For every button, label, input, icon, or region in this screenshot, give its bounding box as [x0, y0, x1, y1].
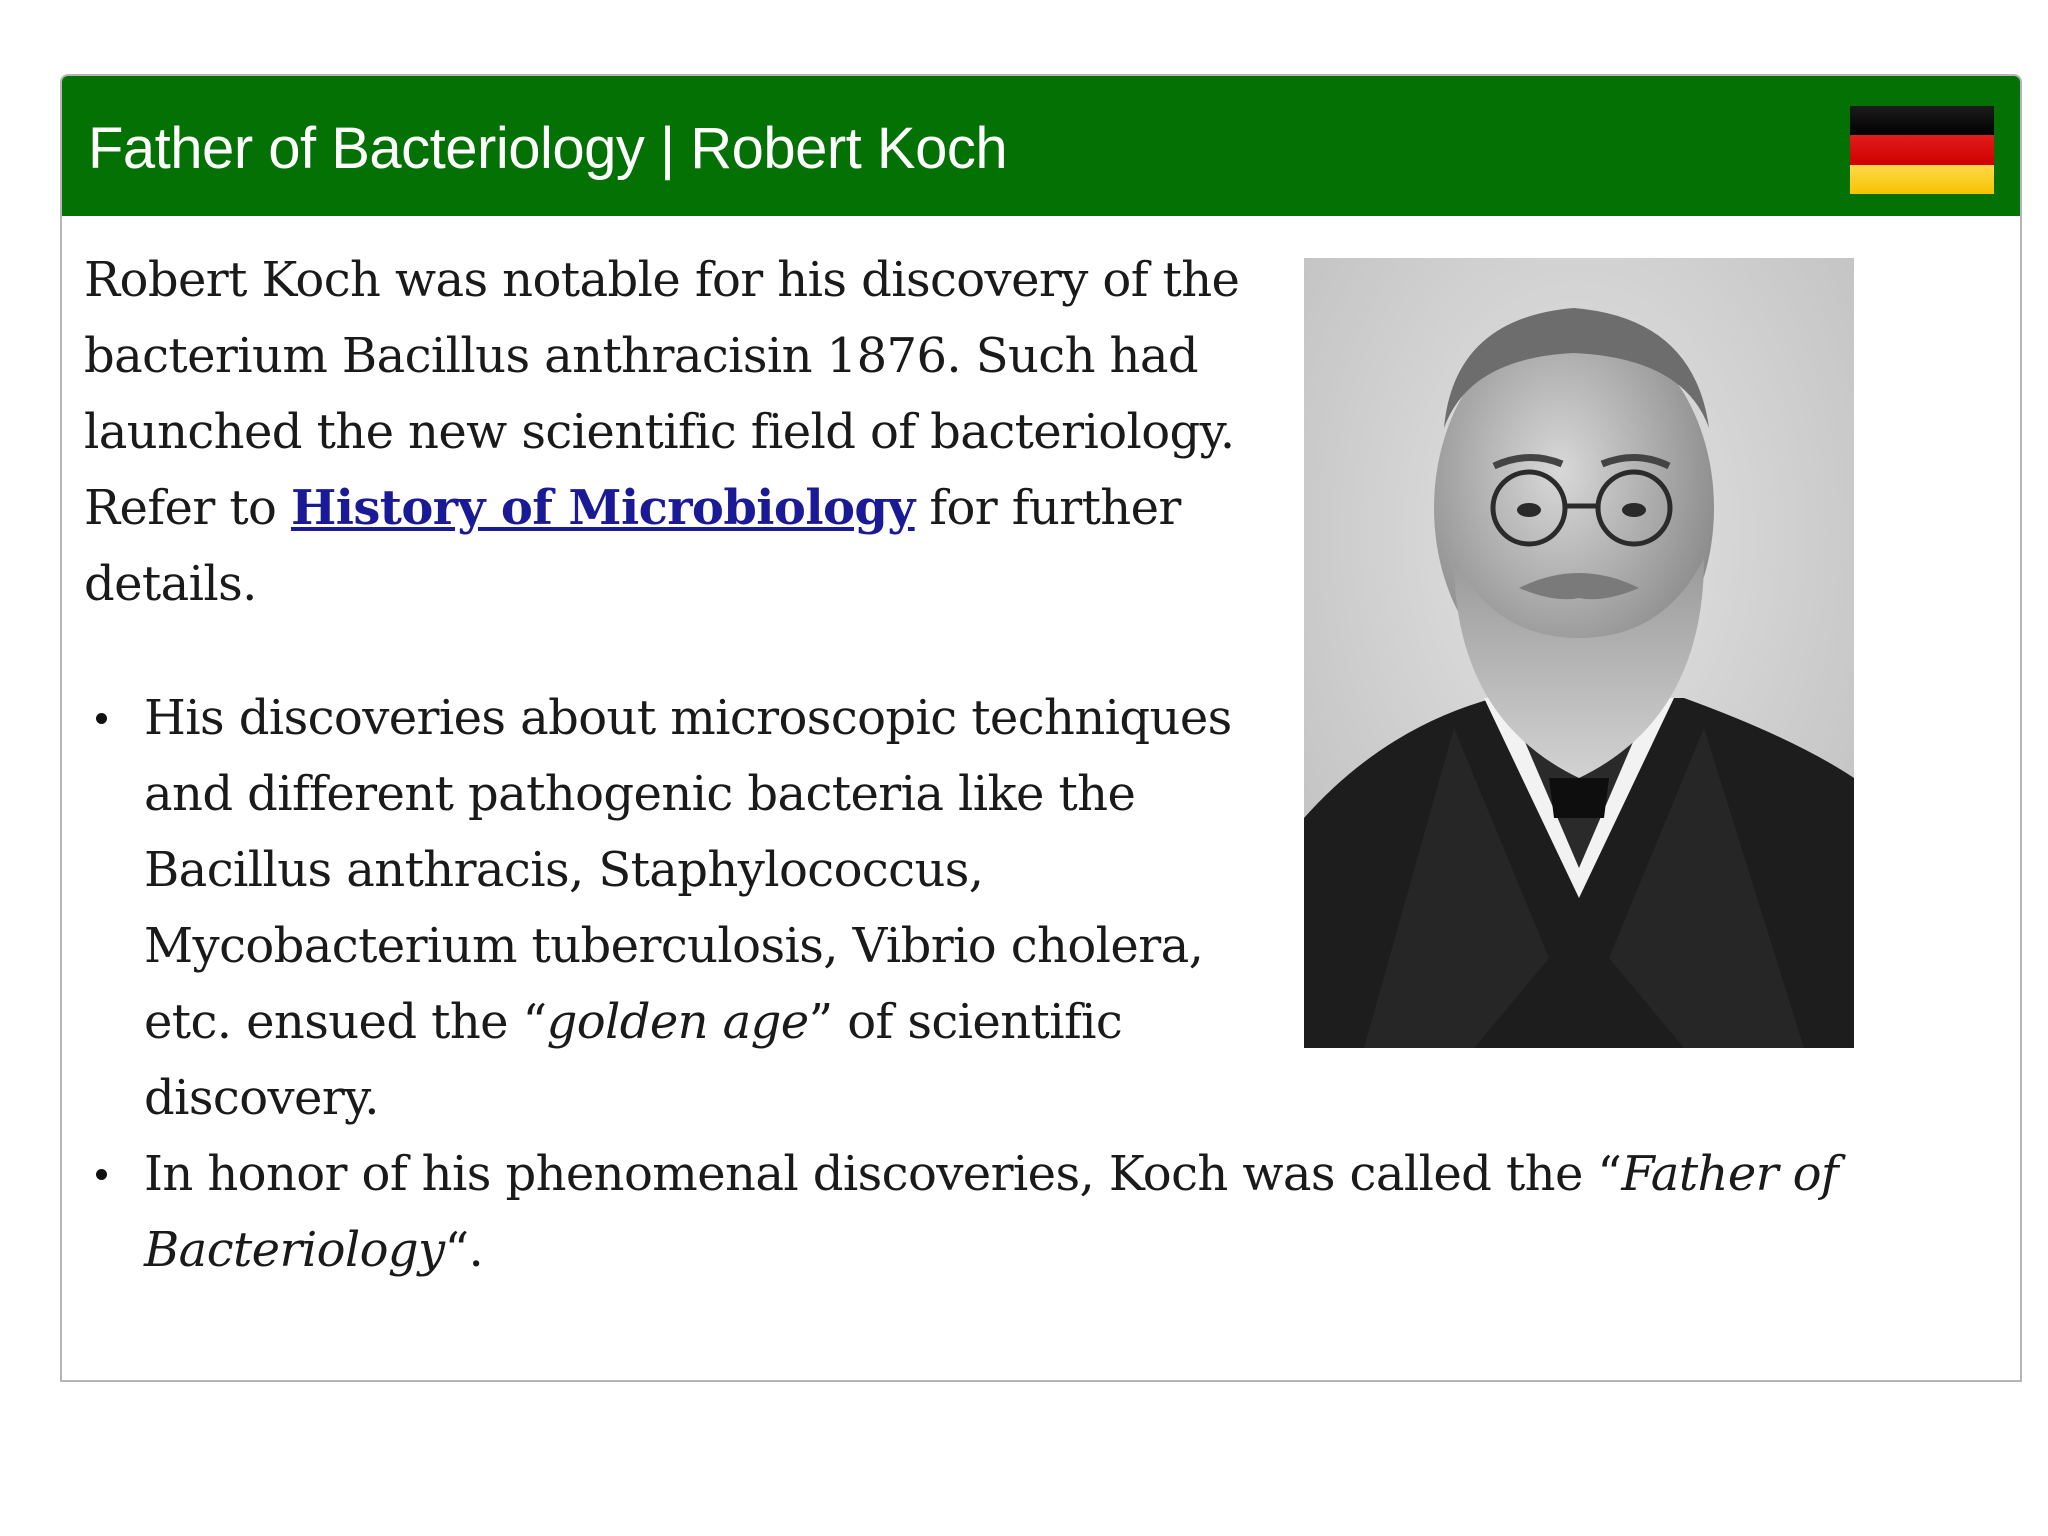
intro-paragraph — [84, 242, 1284, 622]
bullet-icon — [96, 713, 107, 724]
page-title: Father of Bacteriology | Robert Koch — [88, 116, 1008, 181]
bullet-icon — [96, 1169, 107, 1180]
article-card — [60, 74, 2022, 1382]
intro-text-end: for further details. — [84, 480, 1181, 612]
intro-text: Robert Koch was notable for his discovery of the bacterium Bacillus anthracisin 1876. Such had launched the new scientific field of bacteriology. Refer to — [84, 252, 1240, 536]
germany-flag-icon — [1850, 106, 1994, 194]
list-item: In honor of his phenomenal discoveries, Koch was called the “Father of Bacteriology“. — [84, 1136, 1884, 1288]
list-item: His discoveries about microscopic techniques and different pathogenic bacteria like the Bacillus anthracis, Staphylococcus, Mycobacterium tuberculosis, Vibrio cholera, etc. ensued the “golden age” of scientific discovery. — [84, 680, 1274, 1136]
history-of-microbiology-link[interactable]: History of Microbiology — [290, 480, 915, 536]
card-header — [62, 76, 2020, 216]
portrait-photo — [1304, 258, 1854, 1048]
portrait-image — [1304, 258, 1854, 1048]
